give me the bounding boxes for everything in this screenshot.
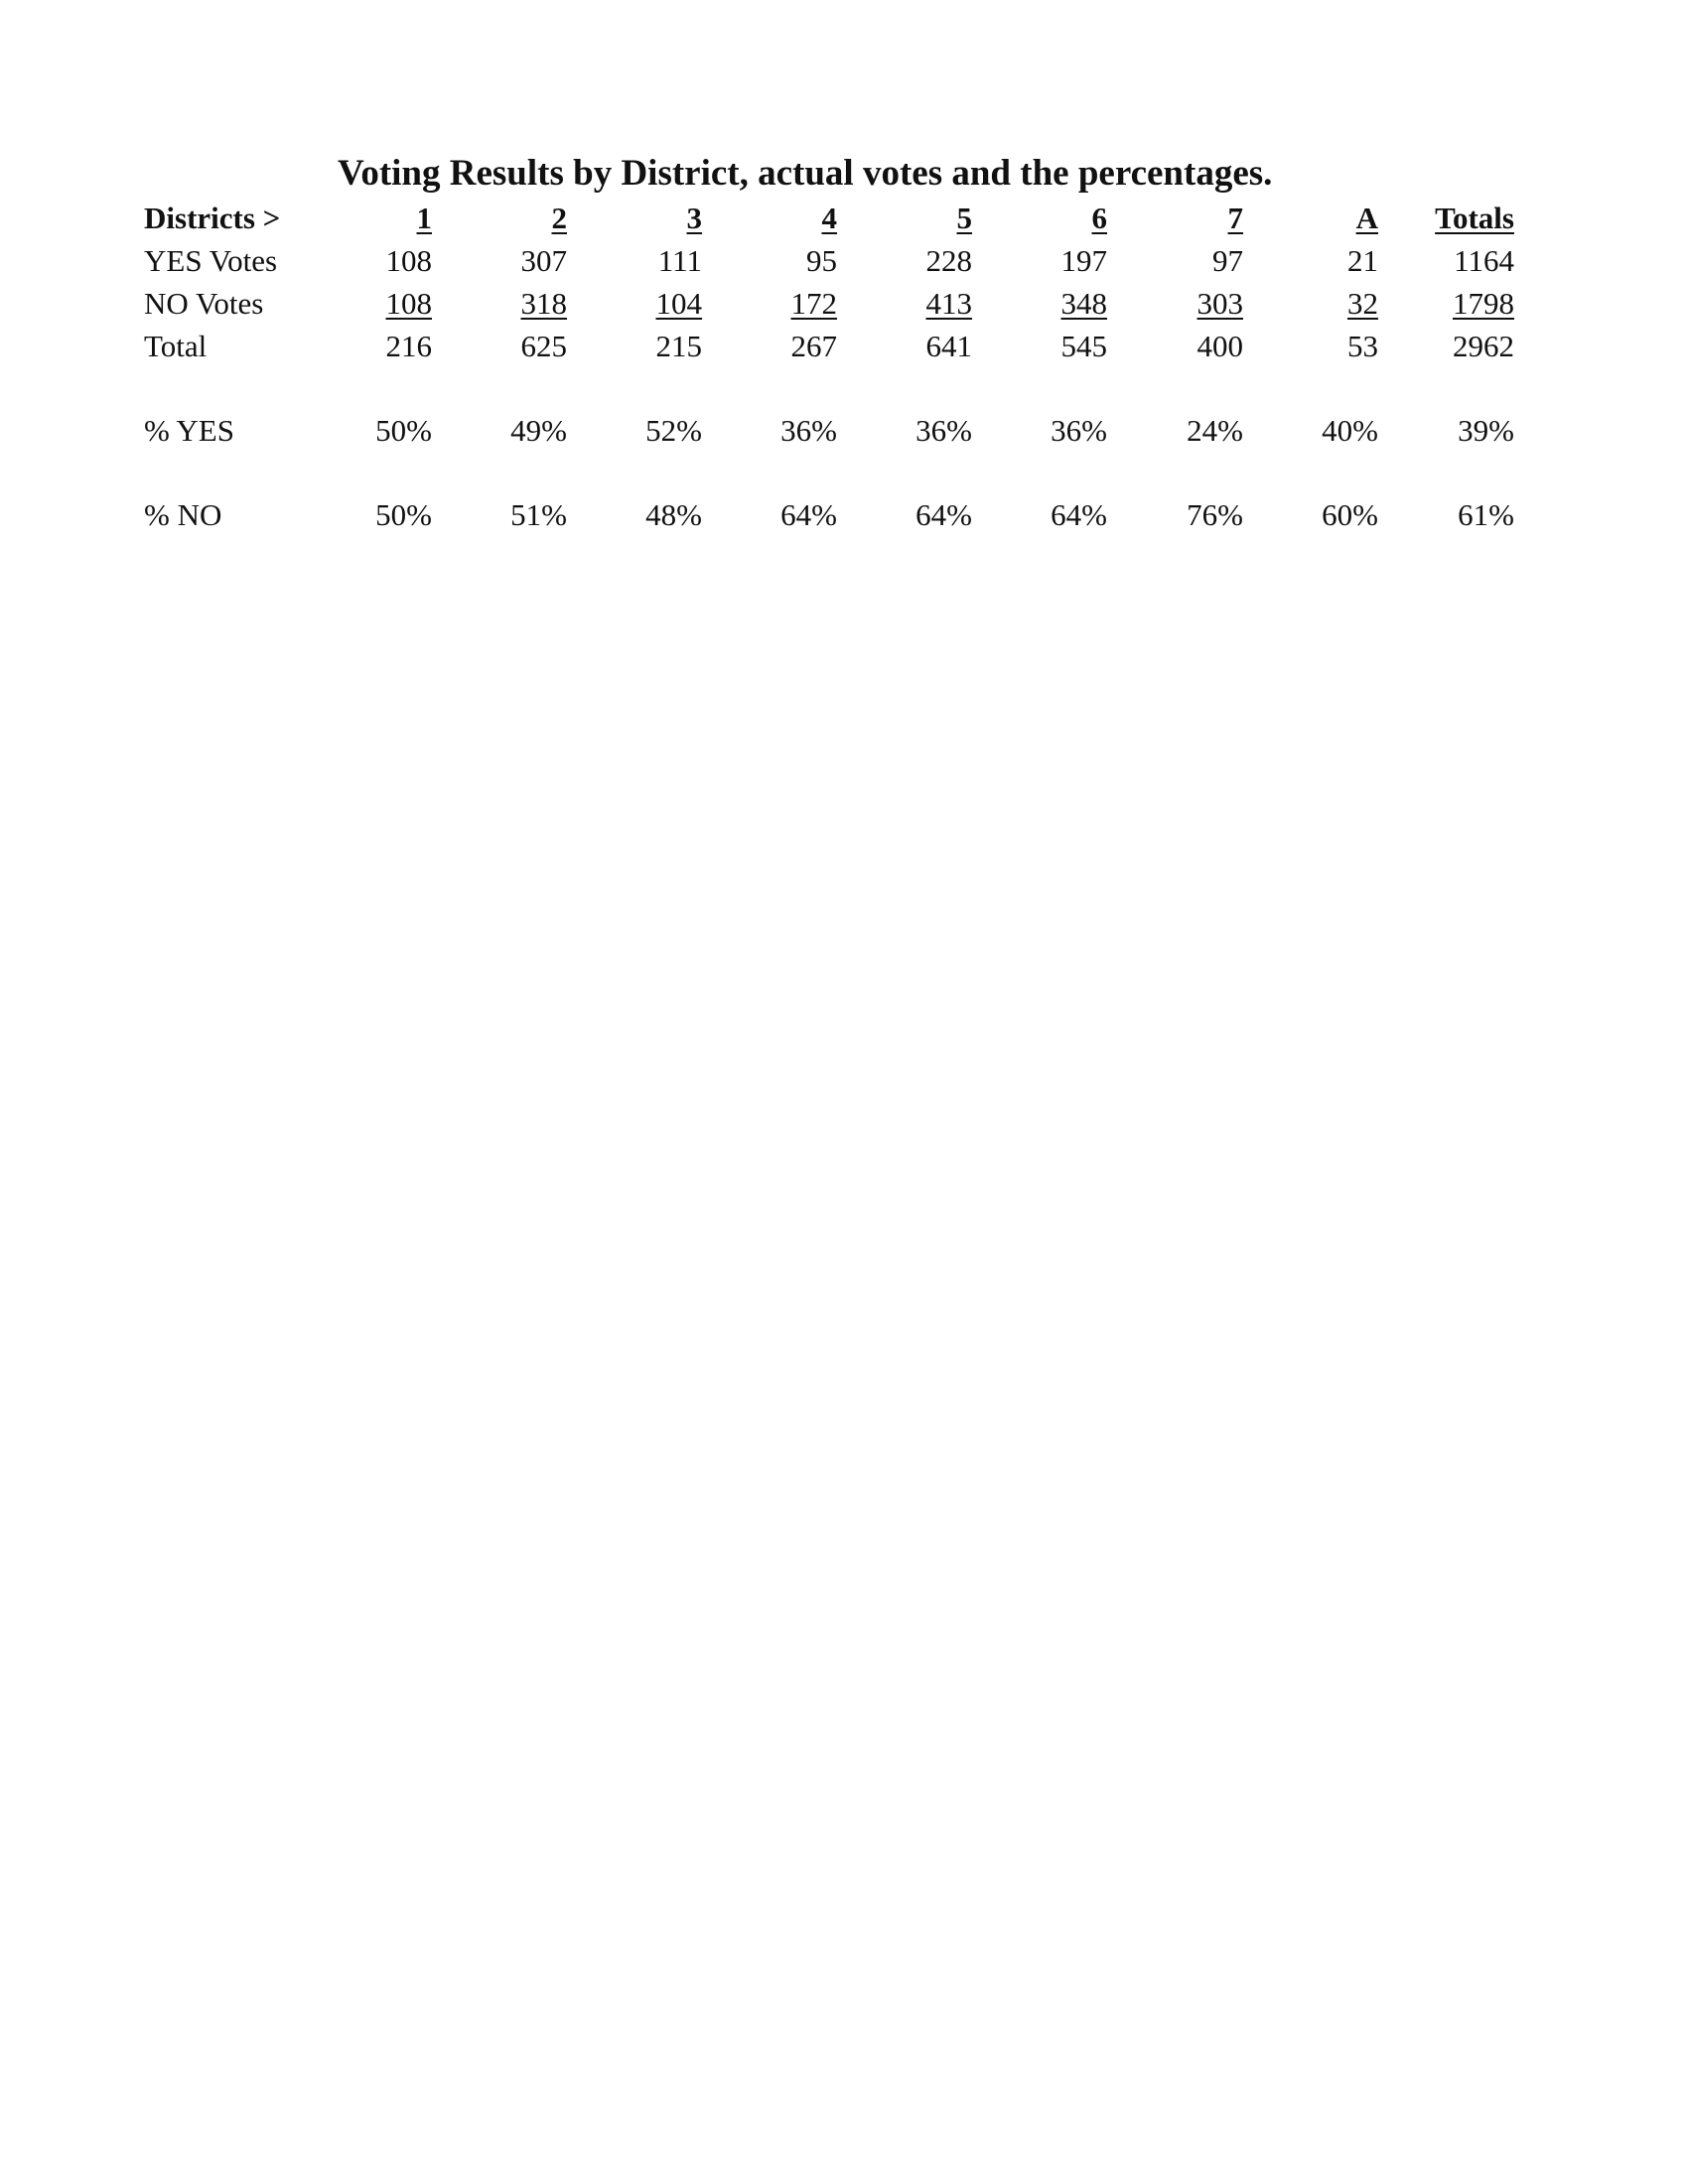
table-cell: 60% (1322, 497, 1378, 532)
table-cell: 228 (925, 243, 972, 278)
table-cell: 21 (1347, 243, 1378, 278)
table-cell: 108 (385, 243, 432, 278)
column-header: 3 (686, 201, 702, 235)
table-cell: 39% (1458, 413, 1514, 448)
table-cell: 48% (645, 497, 702, 532)
table-cell: 172 (790, 286, 837, 321)
table-row-no-votes (144, 282, 1534, 326)
table-row-yes-votes (144, 239, 1534, 283)
table-cell: 51% (510, 497, 567, 532)
table-cell: 108 (385, 286, 432, 321)
table-cell: 97 (1212, 243, 1243, 278)
table-cell: 1164 (1454, 243, 1514, 278)
column-header: 1 (416, 201, 432, 235)
row-label: % YES (144, 413, 234, 448)
table-cell: 36% (780, 413, 837, 448)
table-cell: 24% (1187, 413, 1243, 448)
table-cell: 216 (385, 329, 432, 363)
table-cell: 215 (655, 329, 702, 363)
row-label: YES Votes (144, 243, 278, 278)
table-cell: 104 (655, 286, 702, 321)
table-row-percent-yes (144, 409, 1534, 453)
table-cell: 197 (1060, 243, 1107, 278)
row-label: % NO (144, 497, 222, 532)
table-cell: 95 (806, 243, 837, 278)
table-cell: 76% (1187, 497, 1243, 532)
table-cell: 50% (375, 497, 432, 532)
table-cell: 348 (1060, 286, 1107, 321)
table-cell: 36% (915, 413, 972, 448)
header-label: Districts > (144, 201, 281, 235)
column-header: 4 (821, 201, 837, 235)
table-cell: 303 (1196, 286, 1243, 321)
table-cell: 40% (1322, 413, 1378, 448)
row-label: Total (144, 329, 208, 363)
table-cell: 111 (657, 243, 702, 278)
column-header: A (1355, 201, 1378, 235)
table-cell: 64% (780, 497, 837, 532)
table-cell: 1798 (1453, 286, 1514, 321)
table-cell: 64% (915, 497, 972, 532)
table-cell: 52% (645, 413, 702, 448)
column-header: 7 (1227, 201, 1243, 235)
row-label: NO Votes (144, 286, 264, 321)
table-cell: 318 (520, 286, 567, 321)
table-cell: 2962 (1453, 329, 1514, 363)
table-cell: 53 (1347, 329, 1378, 363)
table-cell: 267 (790, 329, 837, 363)
table-cell: 64% (1051, 497, 1107, 532)
table-cell: 49% (510, 413, 567, 448)
table-row-total (144, 325, 1534, 368)
page-title: Voting Results by District, actual votes and the percentages. (338, 153, 1273, 194)
table-cell: 307 (520, 243, 567, 278)
column-header: 6 (1091, 201, 1107, 235)
table-cell: 50% (375, 413, 432, 448)
table-cell: 545 (1060, 329, 1107, 363)
column-header: 5 (956, 201, 972, 235)
table-row-percent-no (144, 493, 1534, 537)
table-cell: 32 (1347, 286, 1378, 321)
table-cell: 625 (520, 329, 567, 363)
table-header-row (144, 197, 1534, 240)
table-cell: 61% (1458, 497, 1514, 532)
table-cell: 400 (1196, 329, 1243, 363)
column-header: Totals (1435, 201, 1514, 235)
table-cell: 413 (925, 286, 972, 321)
table-cell: 641 (925, 329, 972, 363)
table-cell: 36% (1051, 413, 1107, 448)
column-header: 2 (551, 201, 567, 235)
